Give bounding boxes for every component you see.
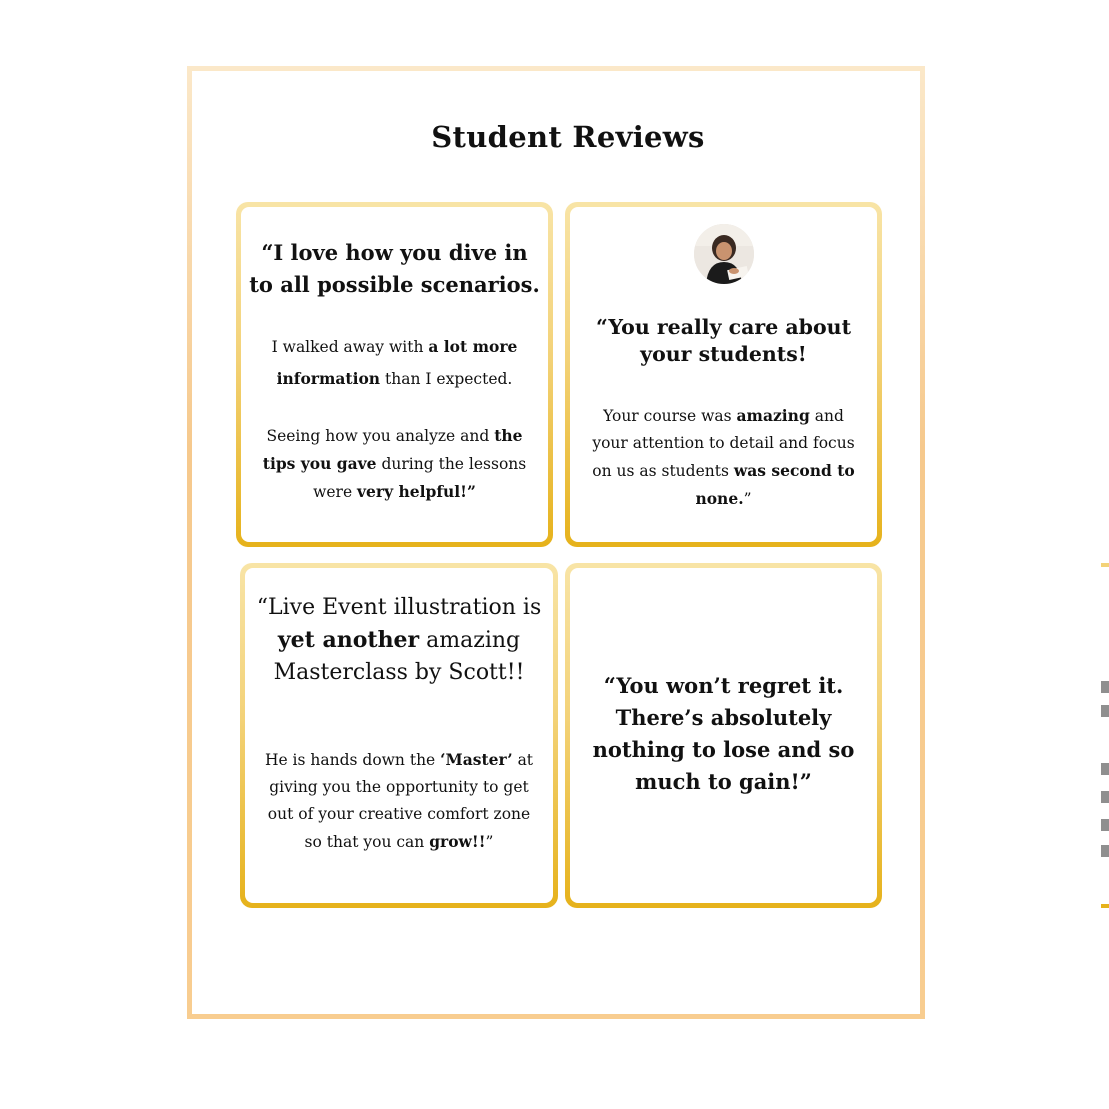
next-slide-text-fragment <box>1101 705 1109 717</box>
review-1-p2-text-mid: during the lessons were <box>313 455 527 501</box>
review-2-p1-emphasis: amazing <box>736 406 810 425</box>
review-1-paragraph-1 <box>261 331 528 395</box>
review-3-headline-emphasis: yet another <box>277 627 420 653</box>
review-1-paragraph-2 <box>255 422 534 506</box>
review-2-paragraph-1 <box>584 402 863 513</box>
next-slide-text-fragment <box>1101 845 1109 857</box>
review-card-2-body <box>570 207 877 542</box>
review-3-p1-emphasis-end: grow!! <box>429 832 486 851</box>
review-1-p1-emphasis: a lot more information <box>276 337 518 388</box>
review-card-2 <box>565 202 882 547</box>
review-3-p1-text: He is hands down the <box>264 751 441 769</box>
review-4-headline: “You won’t regret it. There’s absolutely nothing to lose and so much to gain!” <box>592 673 855 794</box>
review-2-p1-text: Your course was <box>603 407 737 425</box>
review-3-paragraph-1 <box>263 746 535 856</box>
review-2-p1-close-quote: ” <box>743 490 752 508</box>
next-slide-fragment <box>1101 563 1109 908</box>
review-card-1-body <box>241 207 548 542</box>
review-1-p1-text: I walked away with <box>271 338 429 356</box>
review-card-4 <box>565 563 882 908</box>
reviewer-avatar <box>694 224 754 284</box>
review-2-p1-text-mid: and your attention to detail and focus on us as students <box>592 407 855 480</box>
page-title: Student Reviews <box>431 120 705 154</box>
next-slide-border-bottom <box>1101 904 1109 908</box>
review-2-p1-emphasis-end: was second to none. <box>695 461 855 508</box>
reviewer-photo-icon <box>694 224 754 284</box>
review-3-p1-text-mid: at giving you the opportunity to get out of your creative comfort zone so that you can <box>267 751 534 851</box>
review-3-headline <box>255 592 543 689</box>
review-card-4-body <box>570 568 877 903</box>
review-3-headline-text-end: amazing Masterclass by Scott!! <box>273 628 525 685</box>
review-card-3-body <box>245 568 553 903</box>
review-card-1 <box>236 202 553 547</box>
review-3-p1-close-quote: ” <box>485 833 494 851</box>
review-1-p2-text: Seeing how you analyze and <box>266 427 495 445</box>
next-slide-text-fragment <box>1101 681 1109 693</box>
next-slide-border-top <box>1101 563 1109 567</box>
review-1-p2-emphasis-end: very helpful!” <box>357 482 476 501</box>
review-1-p1-text-end: than I expected. <box>380 370 513 388</box>
next-slide-text-fragment <box>1101 819 1109 831</box>
review-2-headline: “You really care about your students! <box>595 315 852 366</box>
review-card-3 <box>240 563 558 908</box>
next-slide-text-fragment <box>1101 791 1109 803</box>
review-3-p1-emphasis: ‘Master’ <box>440 750 513 769</box>
review-3-headline-text: “Live Event illustration is <box>256 595 542 620</box>
next-slide-text-fragment <box>1101 763 1109 775</box>
review-1-p2-emphasis: the tips you gave <box>262 426 523 473</box>
review-1-headline: “I love how you dive in to all possible scenarios. <box>249 240 540 297</box>
